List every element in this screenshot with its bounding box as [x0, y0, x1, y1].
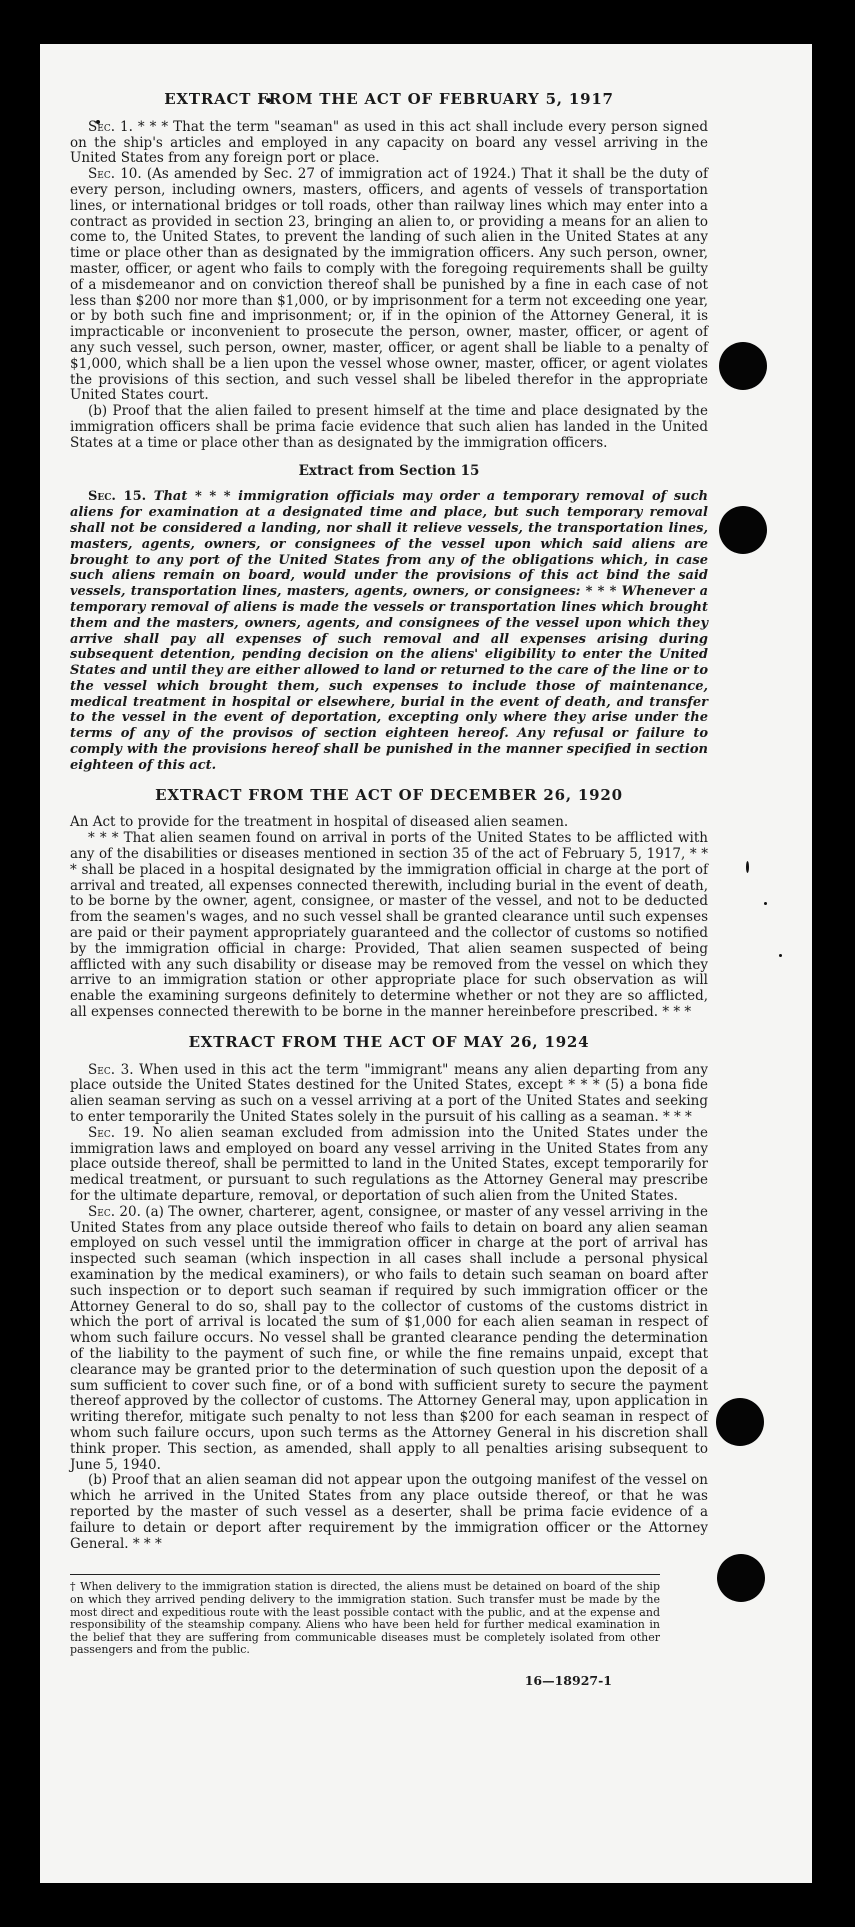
heading-act-1924: EXTRACT FROM THE ACT OF MAY 26, 1924: [188, 1032, 590, 1051]
ink-speck: [764, 902, 767, 905]
punch-hole: [717, 1554, 765, 1602]
section-20-b: (b) Proof that an alien seaman did not appear upon the outgoing manifest of the vessel on which he arrived in the United States from any place outside thereof, or that he was reported by the master of such vessel as a deserter, shall be prima facie evidence of a failure to detain or deport after requirement by the immigration officer or the Attorney General. * * *: [70, 1472, 708, 1552]
section-19: [70, 1126, 708, 1205]
section-15: [70, 489, 708, 773]
document-text: [70, 92, 708, 1689]
section-label: Sec. 20.: [88, 1203, 141, 1220]
section-text: * * * That the term "seaman" as used in this act shall include every person signed on the ship's articles and employed in any capacity on board any vessel arriving in the United States from any foreign port or place.: [70, 118, 708, 167]
section-text: (a) The owner, charterer, agent, consignee, or master of any vessel arriving in the United States from any place outside thereof who fails to detain on board any alien seaman employed on such vessel until the immigration officer in charge at the port of arrival has inspected such seaman (which inspection in all cases shall include a personal physical examination by the medical examiners), or who fails to detain such seaman on board after such inspection or to deport such seaman if required by such immigration officer or the Attorney General to do so, shall pay to the collector of customs of the customs district in which the port of arrival is located the sum of $1,000 for each alien seaman in respect of whom such failure occurs. No vessel shall be granted clearance pending the determination of the liability to the payment of such fine, or while the fine remains unpaid, except that clearance may be granted prior to the determination of such question upon the deposit of a sum sufficient to cover such fine, or of a bond with sufficient surety to secure the payment thereof approved by the collector of customs. The Attorney General may, upon application in writing therefor, mitigate such penalty to not less than $200 for each seaman in respect of whom such failure occurs, upon such terms as the Attorney General in his discretion shall think proper. This section, as amended, shall apply to all penalties arising subsequent to June 5, 1940.: [70, 1203, 708, 1473]
section-10: [70, 167, 708, 404]
section-text: No alien seaman excluded from admission into the United States under the immigration laws and employed on board any vessel arriving in the United States from any place outside thereof, shall be permitted to land in the United States, except temporarily for medical treatment, or pursuant to such regulations as the Attorney General may prescribe for the ultimate departure, removal, or deportation of such alien from the United States.: [70, 1124, 708, 1204]
act-1920-text: * * * That alien seamen found on arrival in ports of the United States to be afflicted with any of the disabilities or diseases mentioned in section 35 of the act of February 5, 1917, * * * shall be placed in a hospital designated by the immigration official in charge at the port of arrival and treated, all expenses connected therewith, including burial in the event of death, to be borne by the owner, agent, consignee, or master of the vessel, and not to be deducted from the seamen's wages, and no such vessel shall be granted clearance until such expenses are paid or their payment appropriately guaranteed and the collector of customs so notified by the immigration official in charge: Provided, That alien seamen suspected of being afflicted with any such disability or disease may be removed from the vessel on which they arrive to an immigration station or other appropriate place for such observation as will enable the examining surgeons definitely to determine whether or not they are so afflicted, all expenses connected therewith to be borne in the manner hereinbefore prescribed. * * *: [70, 830, 708, 1021]
section-text: (As amended by Sec. 27 of immigration act of 1924.) That it shall be the duty of every person, including owners, masters, officers, and agents of vessels of transportation lines, or international bridges or toll roads, other than railway lines which may enter into a contract as provided in section 23, bringing an alien to, or providing a means for an alien to come to, the United States, to prevent the landing of such alien in the United States at any time or place other than as designated by the immigration officers. Any such person, owner, master, officer, or agent who fails to comply with the foregoing requirements shall be guilty of a misdemeanor and on conviction thereof shall be punished by a fine in each case of not less than $200 nor more than $1,000, or by imprisonment for a term not exceeding one year, or by both such fine and imprisonment; or, if in the opinion of the Attorney General, it is impracticable or inconvenient to prosecute the person, owner, master, officer, or agent of any such vessel, such person, owner, master, officer, or agent shall be liable to a penalty of $1,000, which shall be a lien upon the vessel whose owner, master, officer, or agent violates the provisions of this section, and such vessel shall be libeled therefor in the appropriate United States court.: [70, 166, 708, 404]
section-label: Sec. 19.: [88, 1124, 145, 1141]
heading-act-1917: EXTRACT FROM THE ACT OF FEBRUARY 5, 1917: [164, 90, 614, 108]
heading-act-1920: EXTRACT FROM THE ACT OF DECEMBER 26, 1920: [155, 785, 623, 804]
section-10-b: (b) Proof that the alien failed to present himself at the time and place designated by the immigration officers shall be prima facie evidence that such alien has landed in the United States at a time or place other than as designated by the immigration officers.: [70, 403, 708, 451]
section-label: Sec. 1.: [88, 118, 133, 135]
section-text: When used in this act the term "immigrant" means any alien departing from any place outside the United States destined for the United States, except * * * (5) a bona fide alien seaman serving as such on a vessel arriving at a port of the United States and seeking to enter temporarily the United States solely in the pursuit of his calling as a seaman. * * *: [70, 1061, 709, 1126]
section-label: Sec. 10.: [88, 166, 142, 183]
footnote: † When delivery to the immigration station is directed, the aliens must be detained on board of the ship on which they arrived pending delivery to the immigration station. Such transfer must be made by the most direct and expeditious route with the least possible contact with the public, and at the expense and responsibility of the steamship company. Aliens who have been held for further medical examination in the belief that they are suffering from communicable diseases must be completely isolated from other passengers and from the public.: [70, 1574, 660, 1657]
section-1: [70, 120, 708, 167]
heading-section-15: Extract from Section 15: [298, 462, 480, 479]
section-label: Sec. 3.: [88, 1061, 134, 1078]
section-20: [70, 1205, 708, 1474]
section-label: Sec. 15.: [88, 489, 147, 505]
section-3: [70, 1063, 708, 1126]
section-text: That * * * immigration officials may order a temporary removal of such aliens for examination at a designated time and place, but such temporary removal shall not be considered a landing, nor shall it relieve vessels, the transportation lines, masters, agents, owners, or consignees of the vessel upon which said aliens are brought to any port of the United States from any of the obligations which, in case such aliens remain on board, would under the provisions of this act bind the said vessels, transportation lines, masters, agents, owners, or consignees: * * * Whenever a temporary removal of aliens is made the vessels or transportation lines which brought them and the masters, owners, agents, and consignees of the vessel upon which they arrive shall pay all expenses of such removal and all expenses arising during subsequent detention, pending decision on the aliens' eligibility to enter the United States and until they are either allowed to land or returned to the care of the line or to the vessel which brought them, such expenses to include those of maintenance, medical treatment in hospital or elsewhere, burial in the event of death, and transfer to the vessel in the event of deportation, excepting only where they arise under the terms of any of the provisos of section eighteen hereof. Any refusal or failure to comply with the provisions hereof shall be punished in the manner specified in section eighteen of this act.: [70, 489, 708, 773]
form-number: 16—18927-1: [524, 1672, 612, 1688]
act-1920-title: An Act to provide for the treatment in hospital of diseased alien seamen.: [70, 814, 569, 831]
punch-hole: [719, 342, 767, 390]
punch-hole: [716, 1398, 764, 1446]
ink-speck: [746, 861, 749, 873]
ink-speck: [779, 954, 782, 957]
punch-hole: [719, 506, 767, 554]
